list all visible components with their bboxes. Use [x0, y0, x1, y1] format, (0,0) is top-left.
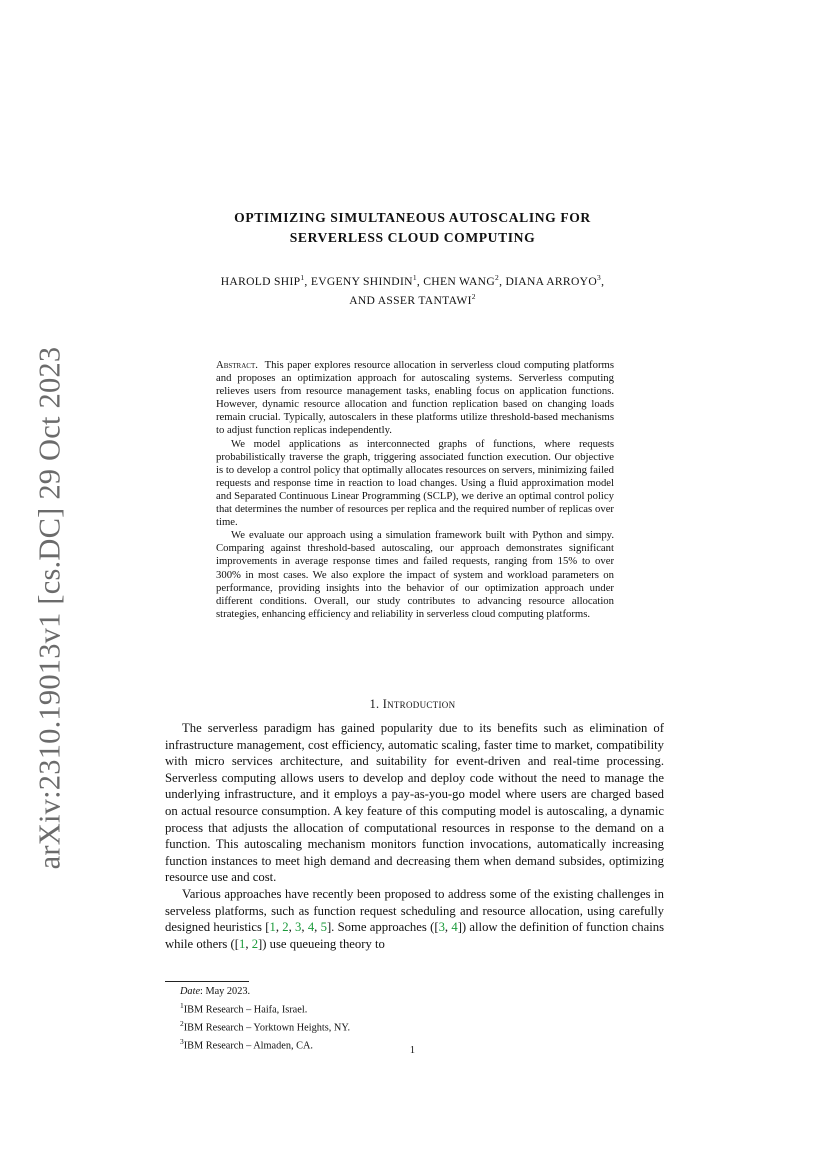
citation-link[interactable]: 2: [251, 936, 259, 951]
intro-text: Various approaches have recently been proposed to address some of the existing challenges in serveless platforms, such as function request scheduling and resource allocation, using carefully designed heuristics [: [165, 886, 664, 935]
footnote-text: IBM Research – Yorktown Heights, NY.: [183, 1022, 351, 1034]
abstract-paragraph-2: We model applications as interconnected graphs of functions, where requests probabilistically traverse the graph, triggering associated function execution. Our objective is to develop a control policy that optimally allocates resources on servers, minimizing failed requests and response time in reaction to load changes. Using a fluid approximation model and Separated Continuous Linear Programming (SCLP), we derive an optimal control policy that determines the number of resources per replica and the required number of replicas over time.: [216, 437, 614, 529]
footnotes: [180, 985, 350, 1053]
footnote-affiliation-1: [180, 999, 350, 1017]
intro-paragraph-2: [165, 886, 664, 952]
intro-text: ]. Some approaches ([: [326, 920, 439, 935]
footnote-date-value: : May 2023.: [200, 986, 251, 997]
footnote-divider: [165, 981, 249, 982]
abstract-paragraph-3: We evaluate our approach using a simulation framework built with Python and simpy. Comparing against threshold-based autoscaling, our approach demonstrates significant improvements in average response times and failed requests, ranging from 15% to over 300% in most cases. We also explore the impact of system and workload parameters on performance, providing insights into the behavior of our optimization approach under different conditions. Overall, our study contributes to advancing resource allocation strategies, enhancing efficiency and reliability in serverless cloud computing platforms.: [216, 529, 614, 620]
citation-separator: ,: [444, 920, 452, 935]
footnote-date: [180, 985, 350, 999]
footnote-marker: 2: [180, 1018, 184, 1028]
section-heading-introduction: [160, 697, 665, 712]
intro-text: ]) use queueing theory to: [258, 936, 385, 951]
citation-link[interactable]: 3: [295, 920, 302, 935]
affiliation-marker: 2: [471, 292, 476, 302]
citation-link[interactable]: 4: [307, 920, 315, 935]
author-name: AND ASSER TANTAWI: [349, 294, 472, 308]
affiliation-marker: 1: [300, 273, 305, 282]
author-name: , EVGENY SHINDIN: [304, 274, 413, 288]
title-line-1: OPTIMIZING SIMULTANEOUS AUTOSCALING FOR: [234, 210, 591, 225]
affiliation-marker: 2: [495, 273, 500, 282]
footnote-text: IBM Research – Haifa, Israel.: [183, 1004, 308, 1016]
citation-separator: ,: [245, 936, 252, 951]
citation-separator: ,: [288, 920, 296, 935]
footnote-marker: 1: [180, 1000, 184, 1010]
citation-separator: ,: [275, 920, 283, 935]
affiliation-marker: 1: [412, 273, 417, 282]
section-title: Introduction: [382, 697, 456, 711]
author-name: , CHEN WANG: [416, 274, 495, 288]
footnote-marker: 3: [180, 1036, 184, 1046]
author-list: [160, 270, 665, 309]
author-line-1: [160, 270, 665, 289]
citation-link[interactable]: 2: [282, 920, 289, 935]
abstract-text-1: This paper explores resource allocation in serverless cloud computing platforms and proposes an optimization approach for autoscaling systems. Serverless computing relieves users from resource management tasks, enabling focus on application functions. However, dynamic resource allocation and function replication based on changing loads remain crucial. Typically, autoscalers in these platforms utilize threshold-based mechanisms to adjust function replicas independently.: [216, 359, 614, 437]
affiliation-marker: 3: [597, 273, 602, 282]
citation-link[interactable]: 1: [269, 920, 276, 935]
citation-separator: ,: [314, 920, 321, 935]
abstract-paragraph-1: [216, 359, 614, 438]
title-line-2: SERVERLESS CLOUD COMPUTING: [289, 230, 536, 245]
footnote-text: IBM Research – Almaden, CA.: [183, 1040, 314, 1052]
intro-text: ]) allow the definition of function chains while others ([: [165, 920, 665, 951]
abstract: [216, 359, 614, 621]
citation-link[interactable]: 3: [438, 920, 445, 935]
footnote-date-label: Date: [180, 986, 201, 997]
author-separator: ,: [601, 274, 605, 288]
paper-title: [160, 208, 665, 248]
citation-link[interactable]: 1: [239, 936, 246, 951]
citation-link[interactable]: 5: [320, 920, 327, 935]
abstract-label: Abstract.: [216, 359, 258, 371]
arxiv-identifier-stamp: arXiv:2310.19013v1 [cs.DC] 29 Oct 2023: [32, 346, 67, 870]
section-number: 1.: [369, 697, 380, 711]
author-name: , DIANA ARROYO: [499, 274, 597, 288]
citation-link[interactable]: 4: [451, 920, 458, 935]
author-line-2: [160, 289, 665, 308]
introduction-body: [165, 720, 664, 952]
page-number: 1: [409, 1045, 416, 1056]
citation-separator: ,: [301, 920, 308, 935]
author-name: HAROLD SHIP: [220, 274, 301, 288]
footnote-affiliation-2: [180, 1017, 350, 1035]
intro-paragraph-1: The serverless paradigm has gained popularity due to its benefits such as elimination of infrastructure management, cost efficiency, automatic scaling, faster time to market, compatibility with micro services architecture, and suitability for event-driven and real-time processing. Serverless computing allows users to develop and deploy code without the need to manage the underlying infrastructure, and it employs a pay-as-you-go model where users are charged based on actual resource consumption. A key feature of this computing model is autoscaling, a dynamic process that adjusts the allocation of computational resources in response to the demand on a function. This autoscaling mechanism monitors function invocations, automatically increasing function instances to meet high demand and decreasing them when demand subsides, optimizing resource use and cost.: [165, 721, 664, 885]
